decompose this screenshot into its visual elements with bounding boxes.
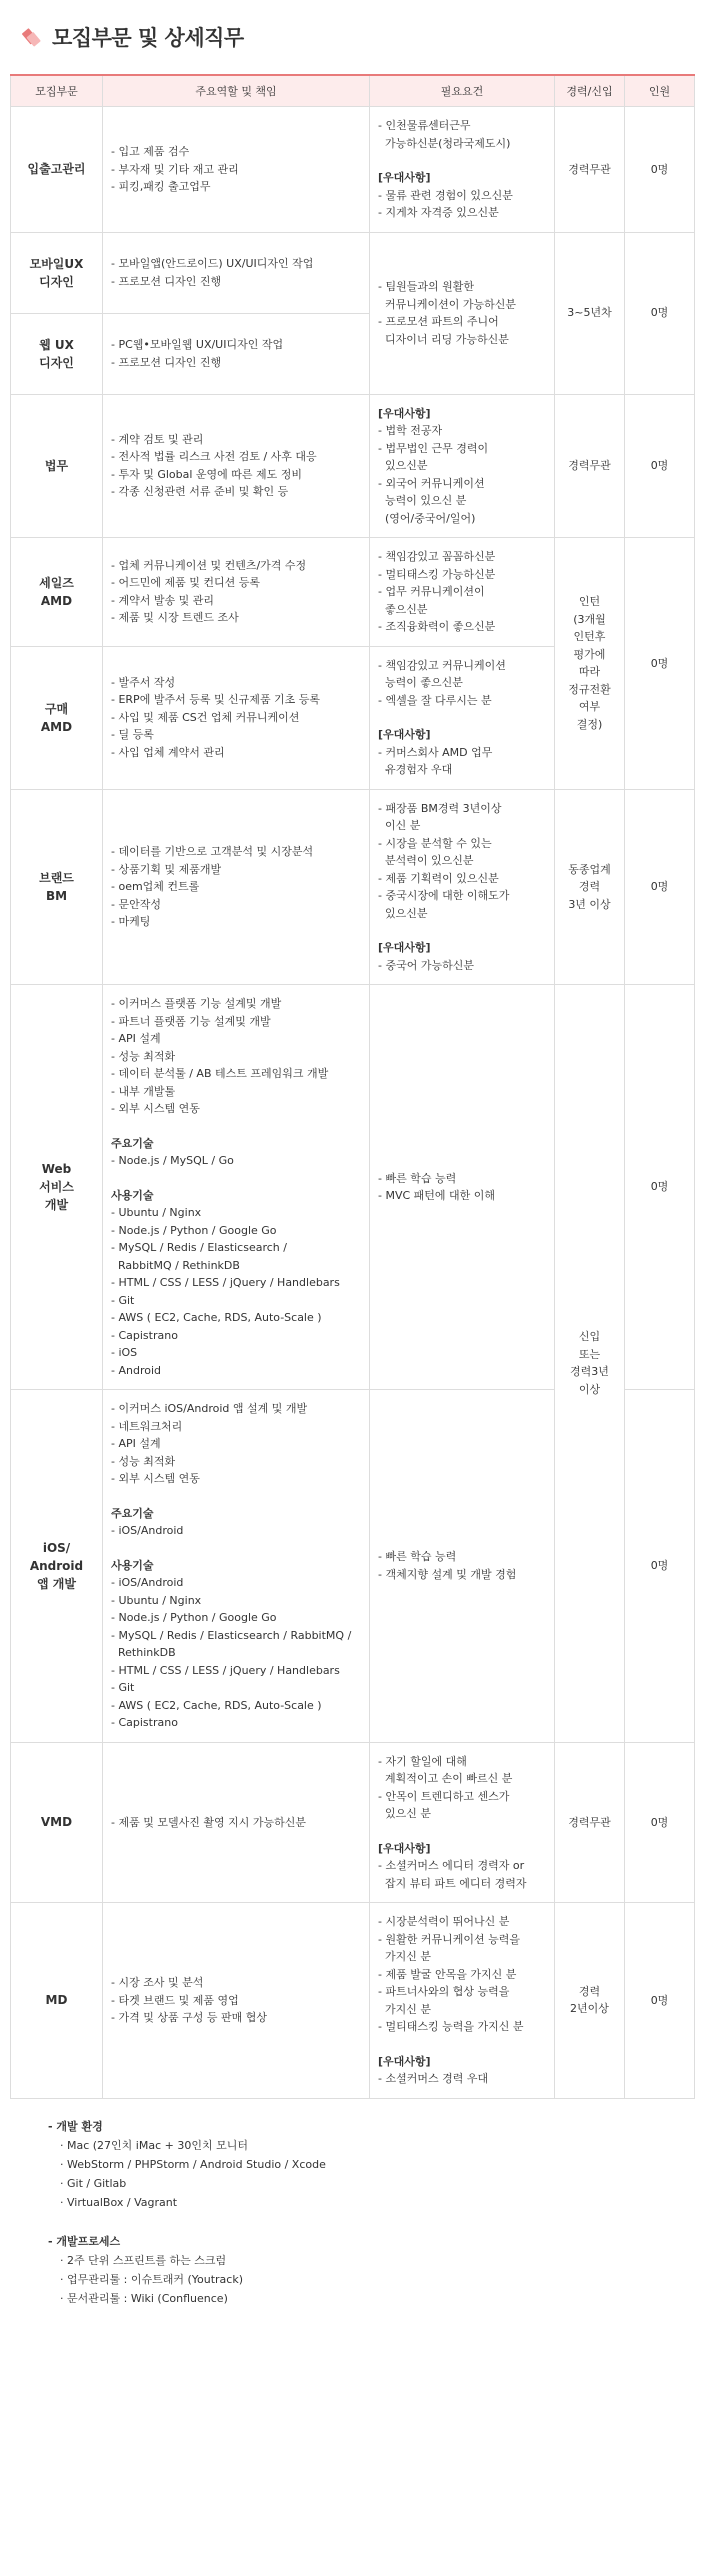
career-cell: 경력무관 [555, 1742, 625, 1903]
pencil-icon [22, 24, 42, 48]
cell-line: - 인천물류센터근무 [378, 119, 471, 132]
cell-line: 유경험자 우대 [378, 763, 453, 776]
cell-line: - 사입 업체 계약서 관리 [111, 745, 225, 759]
role-cell [103, 1903, 370, 2099]
cell-line: - Node.js / Python / Google Go [111, 1223, 277, 1237]
spacer [378, 1823, 546, 1840]
cell-line: - 성능 최적화 [111, 1454, 176, 1468]
header-count: 인원 [625, 75, 695, 107]
cell-line: - 계약서 발송 및 관리 [111, 593, 214, 607]
cell-line: RethinkDB [111, 1646, 176, 1659]
cell-line: - 시장분석력이 뛰어나신 분 [378, 1915, 510, 1928]
footer-item: · VirtualBox / Vagrant [60, 2195, 178, 2209]
cell-line: - iOS/Android [111, 1576, 184, 1589]
dept-cell: 브랜드 BM [11, 789, 103, 985]
count-cell: 0명 [625, 1390, 695, 1743]
cell-line: - 이커머스 iOS/Android 앱 설계 및 개발 [111, 1402, 308, 1415]
header-role: 주요역할 및 책임 [103, 75, 370, 107]
dept-cell: 세일즈 AMD [11, 538, 103, 647]
footer-item: · 문서관리툴 : Wiki (Confluence) [60, 2291, 228, 2305]
table-body [11, 107, 695, 2099]
cell-line: RabbitMQ / RethinkDB [111, 1258, 240, 1272]
role-cell [103, 538, 370, 647]
cell-line: 디자이너 리딩 가능하신분 [378, 332, 509, 346]
table-row [11, 232, 695, 313]
cell-line: - 원활한 커뮤니케이션 능력을 [378, 1932, 520, 1946]
role-cell [103, 313, 370, 394]
cell-line: - 외국어 커뮤니케이션 [378, 476, 485, 490]
table-row [11, 394, 695, 538]
cell-line: - 파트너 플랫폼 기능 설계및 개발 [111, 1014, 271, 1028]
req-cell [370, 1903, 555, 2099]
cell-line: - 문안작성 [111, 897, 161, 911]
table-row [11, 107, 695, 233]
recruit-table [10, 74, 695, 2099]
career-cell: 경력무관 [555, 107, 625, 233]
career-cell: 신입 또는 경력3년 이상 [555, 985, 625, 1743]
cell-line: - 각종 신청관련 서류 준비 및 확인 등 [111, 485, 289, 499]
cell-line: - 빠른 학습 능력 [378, 1550, 457, 1564]
cell-line: 있으신분 [378, 459, 428, 472]
cell-line: - 시장을 분석할 수 있는 [378, 836, 492, 850]
count-cell: 0명 [625, 538, 695, 790]
footer-heading: - 개발프로세스 [48, 2234, 121, 2248]
cell-line: 가지신 분 [378, 2002, 432, 2016]
spacer [378, 152, 546, 169]
cell-line: - 성능 최적화 [111, 1049, 176, 1063]
cell-line: - MySQL / Redis / Elasticsearch / [111, 1241, 287, 1254]
req-cell [370, 985, 555, 1390]
table-row [11, 985, 695, 1390]
cell-line: - 객체지향 설계 및 개발 경험 [378, 1567, 517, 1581]
cell-line: - ERP에 발주서 등록 및 신규제품 기초 등록 [111, 693, 321, 707]
cell-line: - HTML / CSS / LESS / jQuery / Handlebars [111, 1276, 340, 1289]
count-cell: 0명 [625, 789, 695, 985]
table-row [11, 538, 695, 647]
table-header-row [11, 75, 695, 107]
req-cell [370, 232, 555, 394]
career-cell: 인턴 (3개월 인턴후 평가에 따라 정규전환 여부 결정) [555, 538, 625, 790]
cell-line: - 전사적 법률 리스크 사전 검토 / 사후 대응 [111, 450, 317, 464]
cell-line: - 프로모션 파트의 주니어 [378, 315, 499, 328]
cell-line: - 멀티태스킹 가능하신분 [378, 567, 496, 581]
cell-line: - 엑셀을 잘 다루시는 분 [378, 693, 492, 707]
cell-line: - 책임감있고 꼼꼼하신분 [378, 550, 496, 563]
cell-line: - 네트워크처리 [111, 1419, 183, 1433]
cell-line: [우대사항] [378, 2054, 431, 2068]
cell-line: - HTML / CSS / LESS / jQuery / Handlebars [111, 1663, 340, 1677]
cell-line: - 업체 커뮤니케이션 및 컨텐츠/가격 수정 [111, 558, 307, 572]
cell-line: - 상품기획 및 제품개발 [111, 862, 222, 876]
cell-line: - oem업체 컨트롤 [111, 880, 200, 893]
cell-line: 능력이 있으신 분 [378, 494, 467, 507]
career-cell: 3~5년차 [555, 232, 625, 394]
cell-line: - 어드민에 제품 및 컨디션 등록 [111, 576, 260, 590]
header-req: 필요요건 [370, 75, 555, 107]
req-cell [370, 394, 555, 538]
cell-line: - 제품 및 시장 트렌드 조사 [111, 611, 239, 625]
spacer [111, 1488, 361, 1505]
count-cell: 0명 [625, 232, 695, 394]
table-row [11, 1742, 695, 1903]
cell-line: - Ubuntu / Nginx [111, 1206, 202, 1219]
cell-line: - 외부 시스템 연동 [111, 1102, 200, 1115]
count-cell: 0명 [625, 985, 695, 1390]
cell-line: [우대사항] [378, 941, 431, 954]
cell-line: - 법무법인 근무 경력이 [378, 441, 489, 455]
cell-line: - 입고 제품 검수 [111, 145, 190, 158]
cell-line: - 사입 및 제품 CS건 업체 커뮤니케이션 [111, 710, 300, 724]
cell-line: 사용기술 [111, 1558, 154, 1572]
career-cell: 경력무관 [555, 394, 625, 538]
cell-line: [우대사항] [378, 1841, 431, 1855]
cell-line: - 투자 및 Global 운영에 따른 제도 정비 [111, 467, 303, 481]
cell-line: - Node.js / MySQL / Go [111, 1154, 234, 1167]
cell-line: - 안목이 트렌디하고 센스가 [378, 1789, 510, 1803]
cell-line: [우대사항] [378, 406, 431, 420]
header-career: 경력/신입 [555, 75, 625, 107]
cell-line: - 멀티태스킹 능력을 가지신 분 [378, 2020, 524, 2033]
cell-line: - 중국어 가능하신분 [378, 958, 474, 972]
role-cell [103, 985, 370, 1390]
cell-line: - 업무 커뮤니케이션이 [378, 585, 485, 598]
cell-line: (영어/중국어/일어) [378, 511, 476, 525]
role-cell [103, 1742, 370, 1903]
table-row [11, 1903, 695, 2099]
req-cell [370, 789, 555, 985]
footer-notes [48, 2117, 704, 2308]
spacer [111, 1170, 361, 1187]
footer-item: · Mac (27인치 iMac + 30인치 모니터 [60, 2138, 248, 2152]
cell-line: - 발주서 작성 [111, 675, 176, 689]
cell-line: - iOS/Android [111, 1524, 184, 1537]
cell-line: - Android [111, 1363, 161, 1377]
cell-line: - 파트너사와의 협상 능력을 [378, 1985, 510, 1998]
spacer [378, 2036, 546, 2053]
cell-line: - 제품 기획력이 있으신분 [378, 871, 499, 885]
cell-line: 분석력이 있으신분 [378, 854, 474, 867]
cell-line: - AWS ( EC2, Cache, RDS, Auto-Scale ) [111, 1698, 322, 1712]
cell-line: - 팀원들과의 원활한 [378, 280, 474, 293]
cell-line: 사용기술 [111, 1188, 154, 1202]
cell-line: - 중국시장에 대한 이해도가 [378, 889, 510, 902]
cell-line: [우대사항] [378, 728, 431, 741]
cell-line: 능력이 좋으신분 [378, 676, 463, 689]
cell-line: - 시장 조사 및 분석 [111, 1976, 204, 1989]
cell-line: - AWS ( EC2, Cache, RDS, Auto-Scale ) [111, 1311, 322, 1324]
cell-line: 커뮤니케이션이 가능하신분 [378, 297, 517, 311]
footer-item: · WebStorm / PHPStorm / Android Studio / Xcode [60, 2157, 326, 2171]
cell-line: - 제품 및 모델사진 촬영 지시 가능하신분 [111, 1815, 306, 1829]
cell-line: - API 설계 [111, 1032, 161, 1045]
role-cell [103, 1390, 370, 1743]
header-dept: 모집부문 [11, 75, 103, 107]
cell-line: - 피킹,패킹 출고업무 [111, 180, 211, 193]
cell-line: - 자기 할일에 대해 [378, 1754, 467, 1768]
cell-line: - 법학 전공자 [378, 424, 443, 437]
cell-line: 이신 분 [378, 819, 421, 832]
cell-line: - 데이터를 기반으로 고객분석 및 시장분석 [111, 845, 314, 858]
cell-line: - PC웹•모바일웹 UX/UI디자인 작업 [111, 338, 284, 351]
cell-line: - 빠른 학습 능력 [378, 1171, 457, 1185]
role-cell [103, 646, 370, 789]
career-cell: 동종업계 경력 3년 이상 [555, 789, 625, 985]
dept-cell: VMD [11, 1742, 103, 1903]
req-cell [370, 107, 555, 233]
dept-cell: 구매 AMD [11, 646, 103, 789]
cell-line: [우대사항] [378, 171, 431, 184]
count-cell: 0명 [625, 1903, 695, 2099]
cell-line: - 물류 관련 경험이 있으신분 [378, 188, 513, 202]
cell-line: - 제품 발굴 안목을 가지신 분 [378, 1967, 517, 1981]
footer-item: · 2주 단위 스프린트를 하는 스크럼 [60, 2253, 227, 2267]
cell-line: - MySQL / Redis / Elasticsearch / RabbitMQ / [111, 1628, 352, 1642]
spacer [48, 2212, 704, 2232]
cell-line: - iOS [111, 1346, 138, 1359]
dept-cell: 모바일UX 디자인 [11, 232, 103, 313]
cell-line: - 부자재 및 기타 재고 관리 [111, 162, 239, 176]
cell-line: - 계약 검토 및 관리 [111, 432, 204, 446]
career-cell: 경력 2년이상 [555, 1903, 625, 2099]
req-cell [370, 1742, 555, 1903]
cell-line: - Ubuntu / Nginx [111, 1593, 202, 1607]
cell-line: 주요기술 [111, 1136, 154, 1150]
cell-line: - Capistrano [111, 1328, 178, 1342]
cell-line: - Git [111, 1293, 135, 1307]
dept-cell: Web 서비스 개발 [11, 985, 103, 1390]
count-cell: 0명 [625, 1742, 695, 1903]
count-cell: 0명 [625, 394, 695, 538]
cell-line: - 조직융화력이 좋으신분 [378, 620, 496, 633]
cell-line: - 딜 등록 [111, 728, 154, 742]
cell-line: - Capistrano [111, 1716, 178, 1729]
req-cell [370, 646, 555, 789]
dept-cell: 웹 UX 디자인 [11, 313, 103, 394]
req-cell [370, 1390, 555, 1743]
dept-cell: 입출고관리 [11, 107, 103, 233]
dept-cell: iOS/ Android 앱 개발 [11, 1390, 103, 1743]
cell-line: - 데이터 분석툴 / AB 테스트 프레임워크 개발 [111, 1067, 329, 1080]
cell-line: - 타겟 브랜드 및 제품 영업 [111, 1993, 239, 2007]
cell-line: - 책임감있고 커뮤니케이션 [378, 658, 506, 672]
cell-line: - 소셜커머스 에디터 경력자 or [378, 1859, 525, 1872]
cell-line: - 모바일앱(안드로이드) UX/UI디자인 작업 [111, 257, 314, 270]
spacer [111, 1540, 361, 1557]
cell-line: 좋으신분 [378, 602, 428, 616]
cell-line: - 이커머스 플랫폼 기능 설계및 개발 [111, 997, 282, 1010]
cell-line: - 내부 개발툴 [111, 1084, 176, 1098]
role-cell [103, 232, 370, 313]
cell-line: - 외부 시스템 연동 [111, 1472, 200, 1485]
cell-line: 있으신분 [378, 906, 428, 920]
cell-line: - 가격 및 상품 구성 등 판매 협상 [111, 2011, 267, 2024]
footer-item: · Git / Gitlab [60, 2176, 127, 2190]
table-row [11, 789, 695, 985]
spacer [111, 1118, 361, 1135]
role-cell [103, 789, 370, 985]
spacer [378, 922, 546, 939]
footer-item: · 업무관리툴 : 이슈트래커 (Youtrack) [60, 2272, 243, 2286]
cell-line: - Git [111, 1681, 135, 1694]
cell-line: - MVC 패턴에 대한 이해 [378, 1189, 496, 1202]
footer-heading: - 개발 환경 [48, 2119, 103, 2133]
dept-cell: MD [11, 1903, 103, 2099]
cell-line: 가지신 분 [378, 1950, 432, 1963]
dept-cell: 법무 [11, 394, 103, 538]
role-cell [103, 394, 370, 538]
cell-line: - 소셜커머스 경력 우대 [378, 2072, 489, 2085]
cell-line: - 프로모션 디자인 진행 [111, 355, 222, 369]
cell-line: 있으신 분 [378, 1807, 432, 1820]
page-title: 모집부문 및 상세직무 [52, 26, 244, 50]
cell-line: - 프로모션 디자인 진행 [111, 274, 222, 288]
cell-line: - API 설계 [111, 1437, 161, 1450]
title-bar [0, 0, 704, 74]
cell-line: - 패장품 BM경력 3년이상 [378, 801, 502, 815]
cell-line: - Node.js / Python / Google Go [111, 1611, 277, 1624]
cell-line: 잡지 뷰티 파트 에디터 경력자 [378, 1876, 527, 1890]
cell-line: - 마케팅 [111, 915, 151, 928]
req-cell [370, 538, 555, 647]
cell-line: 주요기술 [111, 1506, 154, 1520]
cell-line: - 커머스회사 AMD 업무 [378, 745, 493, 759]
cell-line: 계획적이고 손이 빠르신 분 [378, 1772, 513, 1785]
count-cell: 0명 [625, 107, 695, 233]
spacer [378, 709, 546, 726]
cell-line: 가능하신분(청라국제도시) [378, 136, 511, 150]
role-cell [103, 107, 370, 233]
cell-line: - 지게차 자격증 있으신분 [378, 206, 499, 219]
